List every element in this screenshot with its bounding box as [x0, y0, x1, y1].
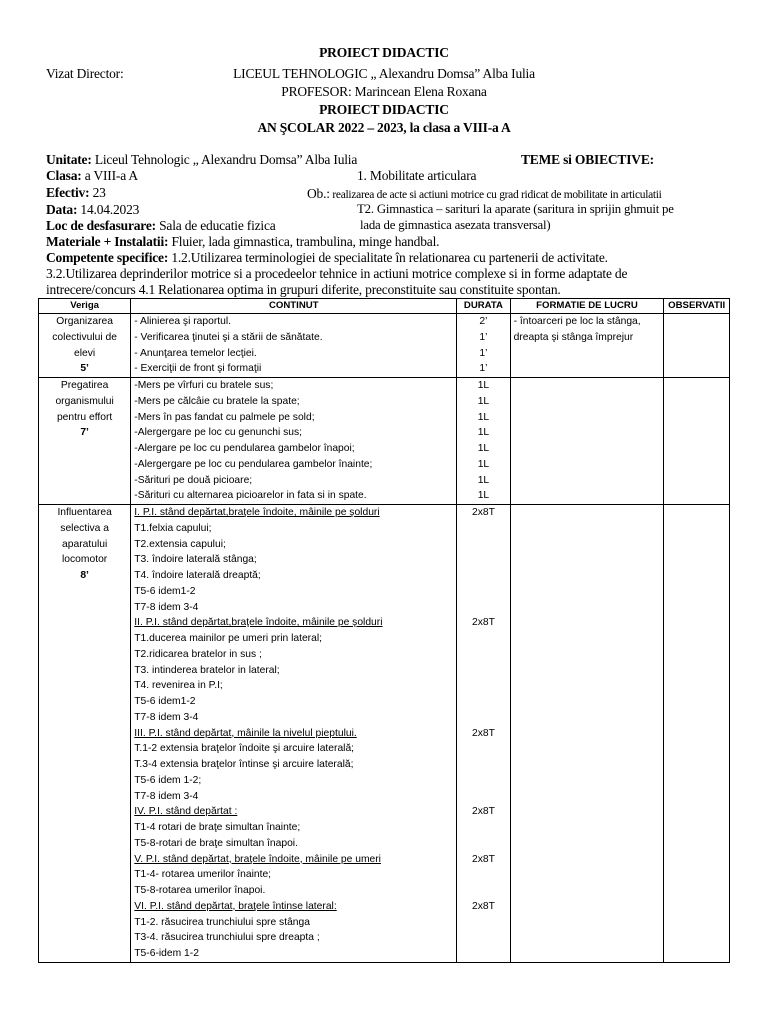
exercise-line: T2.extensia capului; — [134, 538, 226, 550]
exercise-line: T4. revenirea in P.I; — [134, 680, 223, 692]
exercise-line: T7-8 idem 3-4 — [134, 711, 199, 723]
exercise-line: -Alergare pe loc cu pendularea gambelor înapoi; — [134, 443, 355, 454]
durata-value — [460, 552, 506, 568]
exercise-line: T2.ridicarea bratelor in sus ; — [134, 648, 262, 660]
durata-value: 1L — [477, 411, 490, 423]
competente-row: Competente specifice: 1.2.Utilizarea terminologiei de specialitate în relationarea cu partenerii de activitate. — [46, 250, 608, 265]
exercise-line: T5-8-rotarea umerilor înapoi. — [134, 885, 266, 896]
exercise-line: T5-8-rotari de braţe simultan înapoi. — [134, 837, 298, 849]
competente-line-3: intrecere/concurs 4.1 Relationarea optima in grupuri diferite, preconstituite sau constituite spontan. — [46, 282, 561, 297]
durata-value — [460, 710, 506, 726]
durata-value — [460, 741, 506, 757]
exercise-line: T5-6 idem1-2 — [134, 585, 196, 597]
durata-value — [460, 836, 506, 852]
durata-value — [460, 694, 506, 710]
exercise-line: T.1-2 extensia braţelor îndoite şi arcuire laterală; — [134, 743, 355, 755]
exercise-line: - Alinierea şi raportul. — [134, 316, 231, 327]
exercise-line: T5-6 idem 1-2; — [134, 774, 202, 786]
durata-value — [460, 521, 506, 537]
exercise-heading: IV. P.I. stând depărtat : — [134, 806, 238, 818]
teacher-name: PROFESOR: Marincean Elena Roxana — [281, 84, 487, 99]
durata-value: 1L — [477, 427, 490, 439]
exercise-line: T5-6-idem 1-2 — [134, 948, 199, 959]
continut-cell — [131, 314, 457, 378]
exercise-line: T1-4- rotarea umerilor înainte; — [134, 869, 272, 881]
header-durata: DURATA — [457, 299, 510, 314]
durata-value — [460, 867, 506, 883]
header-continut: CONTINUT — [131, 299, 457, 314]
veriga-cell — [39, 505, 131, 963]
objective-row: Ob.: realizarea de acte si actiuni motrice cu grad ridicat de mobilitate in articulatii — [307, 186, 662, 201]
header-observatii: OBSERVATII — [664, 299, 730, 314]
durata-value: 1’ — [479, 331, 488, 343]
exercise-line: -Mers în pas fandat cu palmele pe sold; — [134, 411, 315, 423]
unitate-row: Unitate: Liceul Tehnologic „ Alexandru Domsa” Alba Iulia — [46, 152, 358, 167]
veriga-cell — [39, 314, 131, 378]
clasa-row: Clasa: a VIII-a A — [46, 168, 138, 183]
exercise-line: T1.felxia capului; — [134, 522, 212, 534]
durata-value: 2x8T — [471, 806, 495, 818]
veriga-label: colectivului de — [52, 331, 117, 343]
exercise-line: T1.ducerea mainilor pe umeri prin lateral; — [134, 633, 322, 644]
table-row — [39, 505, 730, 963]
durata-cell — [457, 378, 510, 505]
durata-value — [460, 773, 506, 789]
veriga-label: Influentarea — [57, 507, 112, 518]
exercise-line: T3. intinderea bratelor in lateral; — [134, 664, 280, 676]
veriga-label: selectiva a — [60, 522, 109, 534]
exercise-line: T7-8 idem 3-4 — [134, 601, 199, 613]
school-year: AN ŞCOLAR 2022 – 2023, la clasa a VIII-a A — [257, 120, 511, 135]
observatii-cell — [664, 505, 730, 963]
formatie-cell — [510, 505, 664, 963]
durata-value: 1L — [477, 458, 490, 470]
formatie-cell: - întoarceri pe loc la stânga, dreapta şi stânga împrejur — [510, 314, 664, 378]
lesson-table — [38, 298, 730, 963]
durata-value — [460, 915, 506, 931]
durata-value: 2x8T — [471, 853, 495, 865]
veriga-label: locomotor — [62, 554, 108, 566]
table-header-row — [39, 299, 730, 314]
exercise-line: - Anunţarea temelor lecţiei. — [134, 347, 257, 359]
exercise-line: -Alergergare pe loc cu pendularea gambelor înainte; — [134, 458, 373, 470]
observatii-cell — [664, 314, 730, 378]
continut-cell — [131, 505, 457, 963]
durata-value — [460, 663, 506, 679]
durata-value — [460, 883, 506, 899]
exercise-line: T1-4 rotari de braţe simultan înainte; — [134, 822, 301, 833]
durata-value — [460, 946, 506, 962]
exercise-line: - Verificarea ţinutei şi a stării de sănătate. — [134, 331, 323, 343]
exercise-heading: VI. P.I. stând depărtat, braţele întinse lateral: — [134, 900, 337, 912]
exercise-line: T3. îndoire laterală stânga; — [134, 554, 257, 566]
durata-value: 2x8T — [471, 900, 495, 912]
durata-value: 1’ — [479, 363, 488, 375]
document-subtitle: PROIECT DIDACTIC — [319, 102, 449, 117]
durata-value — [460, 678, 506, 694]
exercise-line: -Mers pe vîrfuri cu bratele sus; — [134, 380, 274, 391]
table-row — [39, 378, 730, 505]
veriga-time: 8’ — [80, 570, 89, 581]
observatii-cell — [664, 378, 730, 505]
exercise-line: T5-6 idem1-2 — [134, 696, 196, 707]
veriga-time: 5’ — [80, 363, 89, 375]
durata-value — [460, 631, 506, 647]
tema-2-line-2: lada de gimnastica asezata transversal) — [360, 218, 551, 232]
header-veriga: Veriga — [39, 299, 131, 314]
data-row: Data: 14.04.2023 — [46, 202, 140, 217]
veriga-label: organismului — [55, 395, 114, 407]
durata-value: 2x8T — [471, 727, 495, 739]
exercise-line: T4. îndoire laterală dreaptă; — [134, 570, 261, 581]
veriga-label: Pregatirea — [60, 380, 109, 391]
durata-value: 1L — [477, 443, 490, 454]
exercise-line: - Exerciţii de front şi formaţii — [134, 363, 262, 375]
veriga-label: Organizarea — [56, 316, 113, 327]
document-title: PROIECT DIDACTIC — [319, 45, 449, 60]
header-formatie: FORMATIE DE LUCRU — [510, 299, 664, 314]
durata-value: 1L — [477, 380, 490, 391]
exercise-heading: V. P.I. stând depărtat, braţele îndoite, mâinile pe umeri — [134, 853, 381, 865]
veriga-time: 7’ — [80, 427, 89, 439]
durata-value: 2x8T — [471, 507, 495, 518]
formatie-cell — [510, 378, 664, 505]
efectiv-row: Efectiv: 23 — [46, 185, 106, 200]
continut-cell — [131, 378, 457, 505]
veriga-label: pentru effort — [56, 411, 113, 423]
durata-value: 2x8T — [471, 617, 495, 629]
durata-value — [460, 584, 506, 600]
school-name: LICEUL TEHNOLOGIC „ Alexandru Domsa” Alba Iulia — [233, 66, 535, 81]
durata-value: 1L — [477, 490, 490, 502]
competente-line-2: 3.2.Utilizarea deprinderilor motrice si a procedeelor tehnice in actiuni motrice complexe si in forme adaptate de — [46, 266, 628, 281]
table-row — [39, 314, 730, 378]
durata-value: 1’ — [479, 347, 488, 359]
exercise-line: T3-4. răsucirea trunchiului spre dreapta ; — [134, 932, 320, 944]
durata-value — [460, 647, 506, 663]
teme-obiective-title: TEME si OBIECTIVE: — [521, 152, 654, 167]
exercise-line: -Sărituri cu alternarea picioarelor in fata si in spate. — [134, 490, 367, 502]
durata-value: 2’ — [479, 316, 488, 327]
exercise-heading: III. P.I. stând depărtat, mâinile la nivelul pieptului. — [134, 727, 357, 739]
durata-value — [460, 757, 506, 773]
durata-value — [460, 568, 506, 584]
exercise-line: -Alergergare pe loc cu genunchi sus; — [134, 427, 302, 439]
veriga-label: aparatului — [62, 538, 108, 550]
durata-value — [460, 789, 506, 805]
vizat-director-label: Vizat Director: — [46, 66, 124, 81]
exercise-line: T1-2. răsucirea trunchiului spre stânga — [134, 916, 310, 928]
tema-1: 1. Mobilitate articulara — [357, 168, 477, 183]
exercise-heading: I. P.I. stând depărtat,braţele îndoite, mâinile pe şolduri — [134, 507, 380, 518]
durata-value — [460, 930, 506, 946]
durata-cell — [457, 505, 510, 963]
durata-value: 1L — [477, 395, 490, 407]
durata-value — [460, 537, 506, 553]
loc-row: Loc de desfasurare: Sala de educatie fizica — [46, 218, 276, 233]
exercise-line: T7-8 idem 3-4 — [134, 790, 199, 802]
veriga-label: elevi — [74, 347, 96, 359]
durata-value — [460, 600, 506, 616]
tema-2-line-1: T2. Gimnastica – sarituri la aparate (saritura in sprijin ghmuit pe — [357, 202, 674, 216]
exercise-line: T.3-4 extensia braţelor întinse şi arcuire laterală; — [134, 759, 354, 770]
exercise-heading: II. P.I. stând depărtat,braţele îndoite, mâinile pe şolduri — [134, 617, 383, 629]
veriga-cell — [39, 378, 131, 505]
durata-value — [460, 820, 506, 836]
exercise-line: -Mers pe călcâie cu bratele la spate; — [134, 395, 300, 407]
durata-cell — [457, 314, 510, 378]
materiale-row: Materiale + Instalatii: Fluier, lada gimnastica, trambulina, minge handbal. — [46, 234, 440, 249]
durata-value: 1L — [477, 474, 490, 486]
exercise-line: -Sărituri pe două picioare; — [134, 474, 253, 486]
